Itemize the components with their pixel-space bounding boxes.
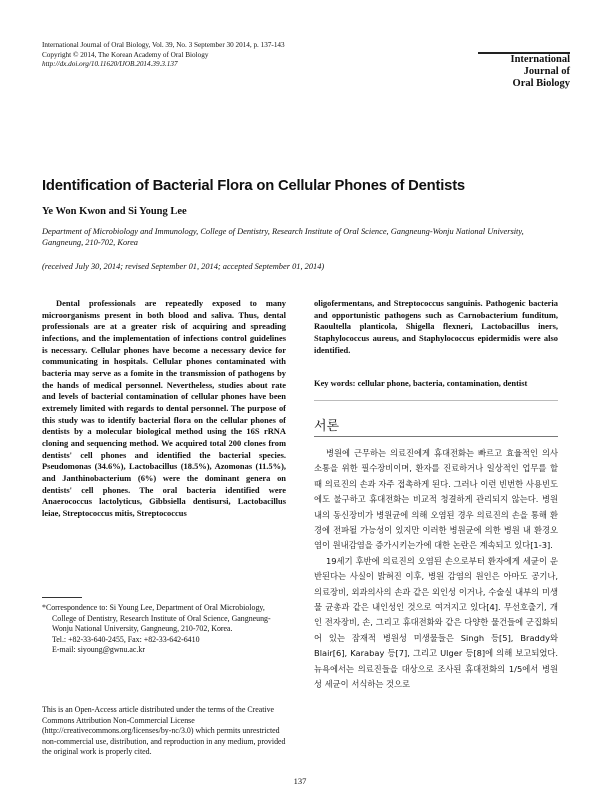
- section-heading-rule: [314, 436, 558, 437]
- correspondence-address: *Correspondence to: Si Young Lee, Department of Oral Microbiology, College of Dentistry, Research Institute of Oral Science, Gangneung-Wonju National University, Gangneung, 210-702, Korea.: [42, 603, 271, 633]
- journal-logo-line-1: International: [510, 54, 570, 65]
- page-number: 137: [293, 776, 307, 786]
- journal-logo-line-3: Oral Biology: [512, 78, 570, 89]
- author-affiliation: Department of Microbiology and Immunology, College of Dentistry, Research Institute of Oral Science, Gangneung-Wonju National University, Gangneung, 210-702, Korea: [42, 227, 524, 247]
- journal-logo-line-2: Journal of: [523, 66, 570, 77]
- section-heading-introduction: 서론: [314, 419, 340, 434]
- received-dates: (received July 30, 2014; revised September 01, 2014; accepted September 01, 2014): [42, 262, 325, 271]
- open-access-notice: This is an Open-Access article distributed under the terms of the Creative Commons Attribution Non-Commercial License (http://creativecommons.org/licenses/by-nc/3.0) which permits unrestricted non-commercial use, distribution, and reproduction in any medium, provided the original work is properly cited.: [42, 705, 286, 756]
- correspondence-email[interactable]: E-mail: siyoung@gwnu.ac.kr: [52, 645, 145, 654]
- journal-logo-box: [478, 52, 570, 92]
- abstract-text-part-1: Dental professionals are repeatedly exposed to many microorganisms present in both blood and saliva. Thus, dental professionals are at a greater risk of acquiring and spreading infections, and the implementation of infections control guidelines is necessary. Cellular phones have become a necessary device for communicating in hospitals. Cellular phones contaminated with bacteria may serve as a fomite in the transmission of pathogens by the hands of medical personnel. Nevertheless, studies about rate and levels of bacterial contamination of cellular phones have been extremely limited with regards to dental personnel. The purpose of this study was to identify bacterial flora on the cellular phones of dentists by a molecular biological method using the 16S rRNA cloning and sequencing method. We acquired total 200 clones from dentists' cell phones and identified the bacterial species. Pseudomonas (34.6%), Lactobacillus (18.5%), Azomonas (11.5%), and Janthinobacterium (6%) were the dominant genera on dentists' cell phones. The oral bacteria identified were Anaerococcus lactolyticus, Gibbsiella dentisursi, Lactobacillus leiae, Streptococcus mitis, Streptococcus: [42, 298, 286, 518]
- abstract-column-2: [314, 298, 558, 356]
- keywords: Key words: cellular phone, bacteria, contamination, dentist: [314, 378, 528, 388]
- doi-link[interactable]: http://dx.doi.org/10.11620/IJOB.2014.39.3.137: [42, 60, 178, 69]
- abstract-divider: [314, 400, 558, 401]
- footnote-divider: [42, 597, 82, 598]
- correspondence-phone: Tel.: +82-33-640-2455, Fax: +82-33-642-6410: [52, 634, 200, 644]
- introduction-paragraph-2: 19세기 후반에 의료진의 오염된 손으로부터 환자에게 세균이 운반된다는 사실이 밝혀진 이후, 병원 감염의 원인은 아마도 공기나, 의료장비, 외과의사의 손과 같은 외인성 이거나, 수술실 내부의 미생물 균총과 같은 내인성인 것으로 여겨지고 있다[4]. 무선호출기, 개인 전자장비, 손, 그리고 휴대전화와 같은 다양한 물건들에 군집화되어 있는 잠재적 병원성 미생물들은 Singh 등[5], Braddy와 Blair[6], Karabay 등[7], 그리고 Ulger 등[8]에 의해 보고되었다. 뉴욕에서는 의료진들을 대상으로 조사된 휴대전화의 1/5에서 병원성 세균이 서식하는 것으로: [314, 555, 558, 690]
- introduction-paragraph-1: 병원에 근무하는 의료진에게 휴대전화는 빠르고 효율적인 의사소통을 위한 필수장비이며, 환자를 진료하거나 일상적인 업무를 할 때 의료진의 손과 자주 접촉하게 된다. 그러나 이런 빈번한 사용빈도에도 불구하고 휴대전화는 비교적 청결하게 관리되지 않는다. 병원 내의 동신장비가 병원균에 의해 오염된 경우 의료진의 손을 통해 환경에 전파될 가능성이 있지만 이러한 병원균에 의한 병원 내 환경오염이 원내감염을 증가시키는가에 대한 논란은 계속되고 있다[1-3].: [314, 448, 558, 551]
- journal-header: [42, 41, 285, 70]
- introduction-body: [314, 446, 558, 693]
- journal-citation: International Journal of Oral Biology, Vol. 39, No. 3 September 30 2014, p. 137-143: [42, 41, 285, 49]
- correspondence-footnote: [42, 603, 286, 656]
- abstract-text-part-2: oligofermentans, and Streptococcus sanguinis. Pathogenic bacteria and opportunistic pathogens such as Carnobacterium funditum, Raoultella planticola, Shigella flexneri, Lactobacillus iners, Staphylococcus aureus, and Staphylococcus epidermidis were also identified.: [314, 298, 558, 355]
- article-title: Identification of Bacterial Flora on Cellular Phones of Dentists: [42, 178, 465, 194]
- article-authors: Ye Won Kwon and Si Young Lee: [42, 206, 187, 217]
- abstract-column-1: [42, 298, 286, 519]
- copyright-line: Copyright © 2014, The Korean Academy of Oral Biology: [42, 50, 209, 59]
